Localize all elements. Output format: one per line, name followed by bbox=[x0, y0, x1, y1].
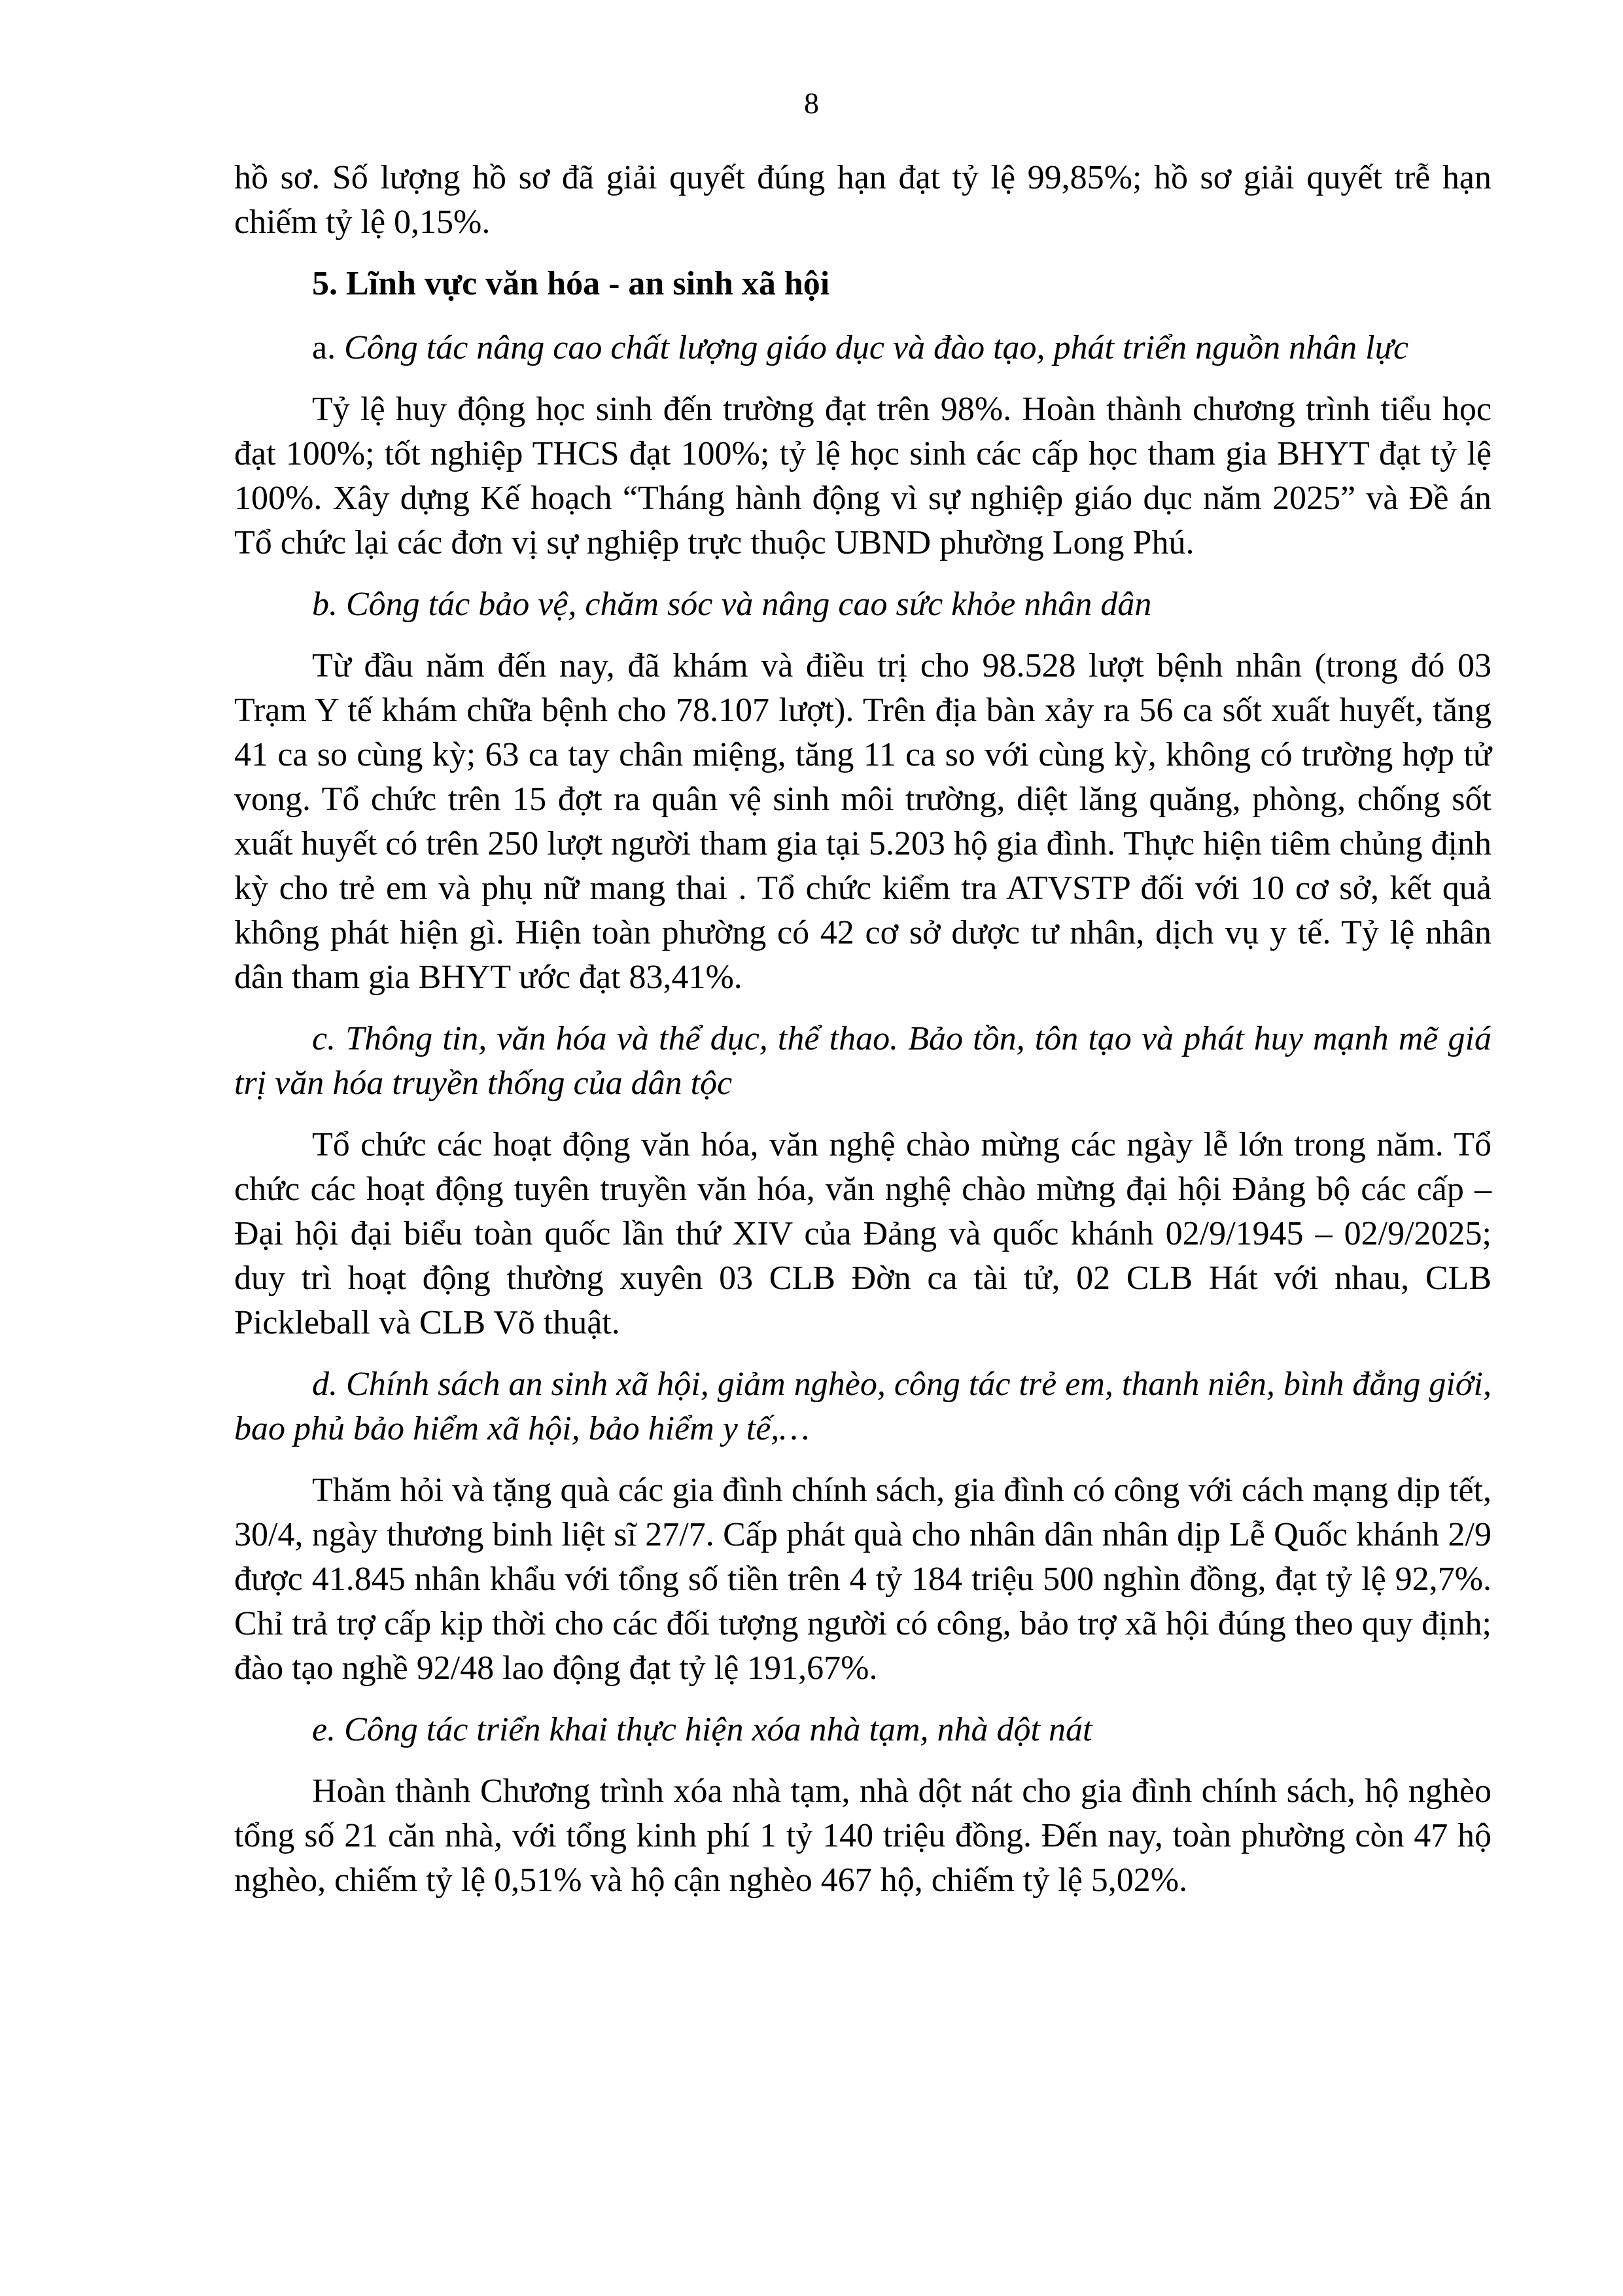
subsection-b-title: b. Công tác bảo vệ, chăm sóc và nâng cao sức khỏe nhân dân bbox=[312, 586, 1152, 623]
document-body bbox=[234, 156, 1492, 1920]
subsection-e-title: e. Công tác triển khai thực hiện xóa nhà tạm, nhà dột nát bbox=[312, 1711, 1092, 1748]
subsection-e-body: Hoàn thành Chương trình xóa nhà tạm, nhà dột nát cho gia đình chính sách, hộ nghèo tổng số 21 căn nhà, với tổng kinh phí 1 tỷ 140 triệu đồng. Đến nay, toàn phường còn 47 hộ nghèo, chiếm tỷ lệ 0,51% và hộ cận nghèo 467 hộ, chiếm tỷ lệ 5,02%. bbox=[234, 1773, 1492, 1899]
subsection-d-title: d. Chính sách an sinh xã hội, giảm nghèo, công tác trẻ em, thanh niên, bình đẳng giới, bao phủ bảo hiểm xã hội, bảo hiểm y tế,… bbox=[234, 1366, 1492, 1447]
subsection-a-title-text: Công tác nâng cao chất lượng giáo dục và đào tạo, phát triển nguồn nhân lực bbox=[344, 329, 1409, 366]
intro-paragraph: hồ sơ. Số lượng hồ sơ đã giải quyết đúng hạn đạt tỷ lệ 99,85%; hồ sơ giải quyết trễ hạn chiếm tỷ lệ 0,15%. bbox=[234, 159, 1492, 241]
subsection-c-title: c. Thông tin, văn hóa và thể dục, thể thao. Bảo tồn, tôn tạo và phát huy mạnh mẽ giá trị văn hóa truyền thống của dân tộc bbox=[234, 1020, 1492, 1102]
page-number: 8 bbox=[804, 86, 819, 120]
subsection-d-body: Thăm hỏi và tặng quà các gia đình chính sách, gia đình có công với cách mạng dịp tết, 30/4, ngày thương binh liệt sĩ 27/7. Cấp phát quà cho nhân dân nhân dịp Lễ Quốc khánh 2/9 được 41.845 nhân khẩu với tổng số tiền trên 4 tỷ 184 triệu 500 nghìn đồng, đạt tỷ lệ 92,7%. Chỉ trả trợ cấp kịp thời cho các đối tượng người có công, bảo trợ xã hội đúng theo quy định; đào tạo nghề 92/48 lao động đạt tỷ lệ 191,67%. bbox=[234, 1472, 1492, 1687]
subsection-a-prefix: a. bbox=[312, 329, 345, 366]
subsection-c-body: Tổ chức các hoạt động văn hóa, văn nghệ chào mừng các ngày lễ lớn trong năm. Tổ chức các hoạt động tuyên truyền văn hóa, văn nghệ chào mừng đại hội Đảng bộ các cấp – Đại hội đại biểu toàn quốc lần thứ XIV của Đảng và quốc khánh 02/9/1945 – 02/9/2025; duy trì hoạt động thường xuyên 03 CLB Đờn ca tài tử, 02 CLB Hát với nhau, CLB Pickleball và CLB Võ thuật. bbox=[234, 1126, 1492, 1341]
subsection-b-body: Từ đầu năm đến nay, đã khám và điều trị cho 98.528 lượt bệnh nhân (trong đó 03 Trạm Y tế khám chữa bệnh cho 78.107 lượt). Trên địa bàn xảy ra 56 ca sốt xuất huyết, tăng 41 ca so cùng kỳ; 63 ca tay chân miệng, tăng 11 ca so với cùng kỳ, không có trường hợp tử vong. Tổ chức trên 15 đợt ra quân vệ sinh môi trường, diệt lăng quăng, phòng, chống sốt xuất huyết có trên 250 lượt người tham gia tại 5.203 hộ gia đình. Thực hiện tiêm chủng định kỳ cho trẻ em và phụ nữ mang thai . Tổ chức kiểm tra ATVSTP đối với 10 cơ sở, kết quả không phát hiện gì. Hiện toàn phường có 42 cơ sở dược tư nhân, dịch vụ y tế. Tỷ lệ nhân dân tham gia BHYT ước đạt 83,41%. bbox=[234, 647, 1492, 996]
subsection-a-title bbox=[234, 326, 1492, 370]
subsection-a-body: Tỷ lệ huy động học sinh đến trường đạt trên 98%. Hoàn thành chương trình tiểu học đạt 100%; tốt nghiệp THCS đạt 100%; tỷ lệ học sinh các cấp học tham gia BHYT đạt tỷ lệ 100%. Xây dựng Kế hoạch “Tháng hành động vì sự nghiệp giáo dục năm 2025” và Đề án Tổ chức lại các đơn vị sự nghiệp trực thuộc UBND phường Long Phú. bbox=[234, 391, 1492, 561]
section-heading: 5. Lĩnh vực văn hóa - an sinh xã hội bbox=[312, 265, 830, 302]
